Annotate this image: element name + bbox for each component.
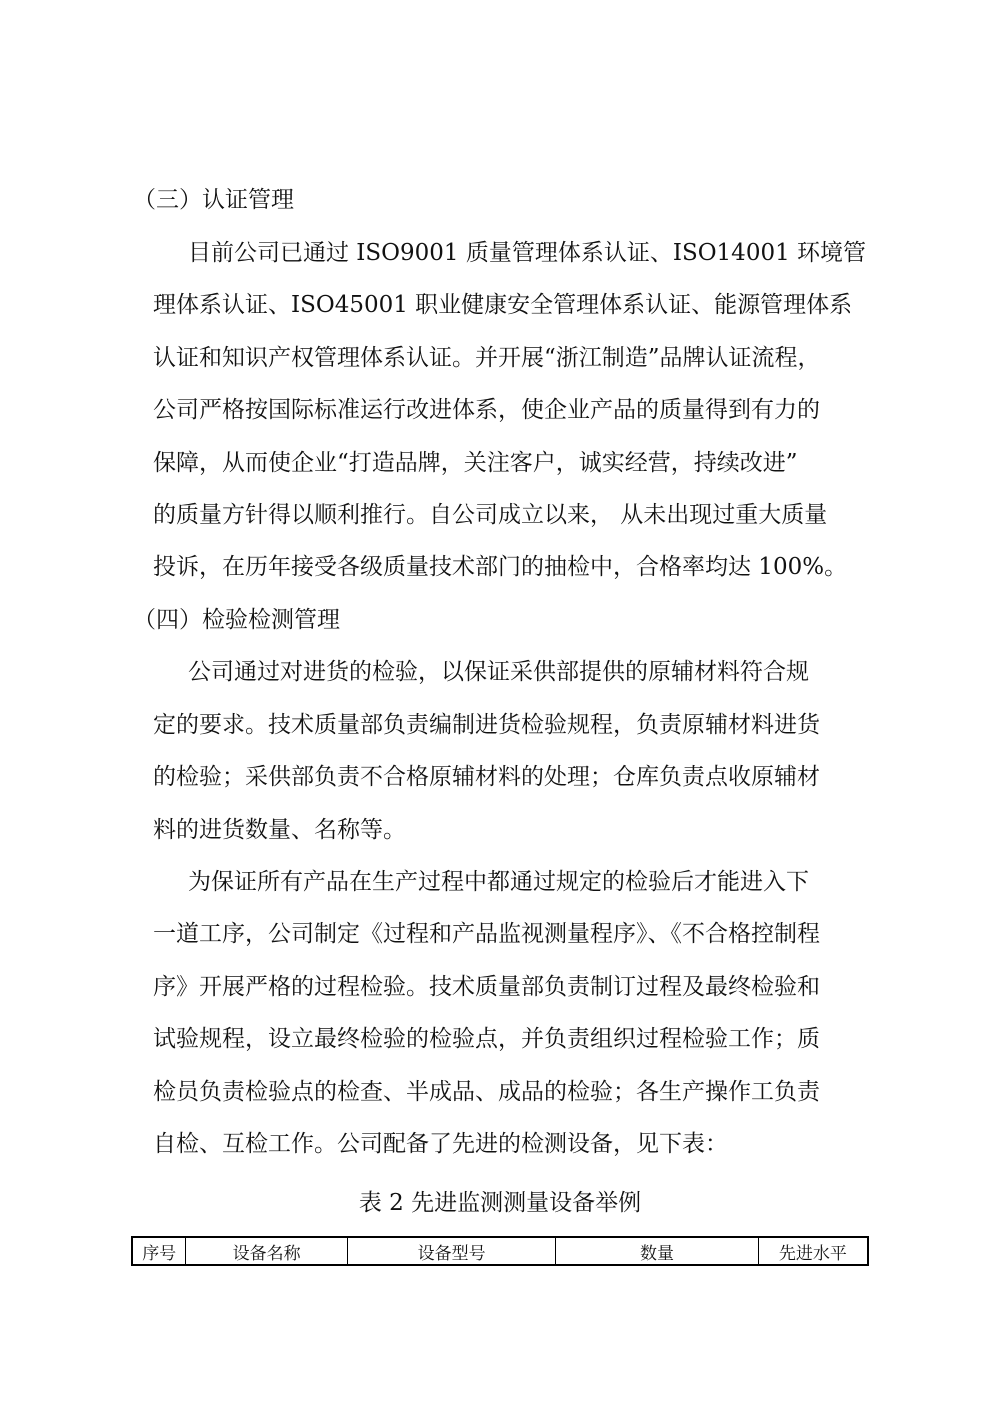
section-4-para-1-line-3: 的检验；采供部负责不合格原辅材料的处理；仓库负责点收原辅材 — [153, 764, 820, 790]
section-3-line-7: 投诉，在历年接受各级质量技术部门的抽检中，合格率均达 100%。 — [153, 554, 848, 580]
section-4-para-2-line-2: 一道工序，公司制定《过程和产品监视测量程序》、《不合格控制程 — [153, 921, 820, 947]
table-caption: 表 2 先进监测测量设备举例 — [358, 1190, 642, 1216]
column-header-index: 序号 — [132, 1237, 186, 1265]
section-4-para-2-line-6: 自检、互检工作。公司配备了先进的检测设备，见下表： — [153, 1131, 728, 1157]
column-header-advanced-level: 先进水平 — [758, 1237, 868, 1265]
section-3-line-6: 的质量方针得以顺利推行。自公司成立以来， 从未出现过重大质量 — [153, 502, 828, 528]
section-3-line-5: 保障，从而使企业“打造品牌，关注客户，诚实经营，持续改进” — [153, 450, 798, 476]
section-3-heading: （三）认证管理 — [133, 187, 294, 213]
table-header-row — [132, 1237, 868, 1265]
column-header-quantity: 数量 — [556, 1237, 758, 1265]
section-4-para-2-line-1: 为保证所有产品在生产过程中都通过规定的检验后才能进入下 — [188, 869, 809, 895]
section-3-line-3: 认证和知识产权管理体系认证。并开展“浙江制造”品牌认证流程， — [153, 345, 821, 371]
column-header-equipment-model: 设备型号 — [347, 1237, 555, 1265]
section-4-para-2-line-4: 试验规程，设立最终检验的检验点，并负责组织过程检验工作；质 — [153, 1026, 820, 1052]
column-header-equipment-name: 设备名称 — [186, 1237, 348, 1265]
section-4-para-1-line-2: 定的要求。技术质量部负责编制进货检验规程，负责原辅材料进货 — [153, 712, 820, 738]
section-4-heading: （四）检验检测管理 — [133, 607, 340, 633]
section-4-para-2-line-3: 序》开展严格的过程检验。技术质量部负责制订过程及最终检验和 — [153, 974, 820, 1000]
equipment-table — [131, 1236, 869, 1266]
section-3-line-1: 目前公司已通过 ISO9001 质量管理体系认证、ISO14001 环境管 — [188, 240, 867, 266]
section-3-line-2: 理体系认证、ISO45001 职业健康安全管理体系认证、能源管理体系 — [153, 292, 853, 318]
section-3-line-4: 公司严格按国际标准运行改进体系，使企业产品的质量得到有力的 — [153, 397, 820, 423]
section-4-para-1-line-4: 料的进货数量、名称等。 — [153, 817, 406, 843]
section-4-para-1-line-1: 公司通过对进货的检验，以保证采供部提供的原辅材料符合规 — [188, 659, 809, 685]
section-4-para-2-line-5: 检员负责检验点的检查、半成品、成品的检验；各生产操作工负责 — [153, 1079, 820, 1105]
